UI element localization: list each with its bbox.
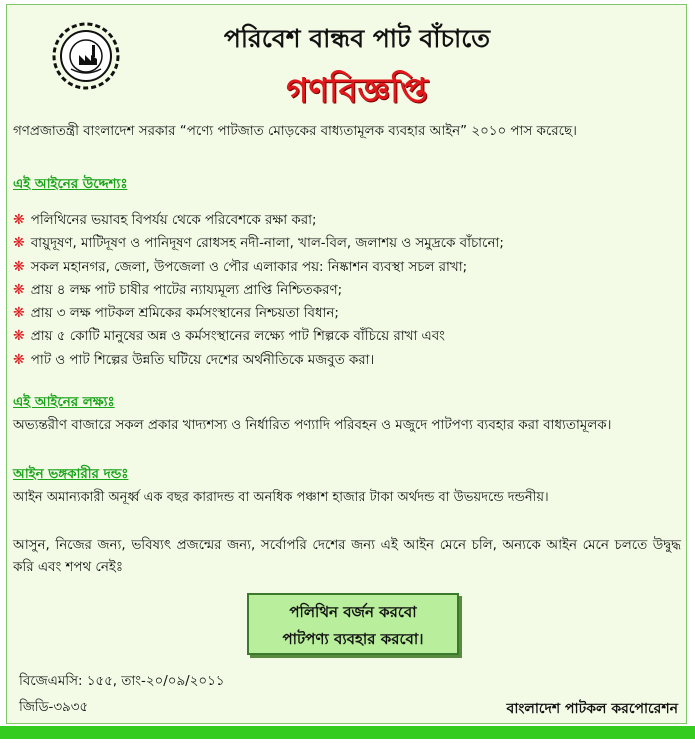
flower-bullet-icon: ❋ <box>13 258 25 275</box>
list-item: ❋ বায়ুদূষণ, মাটিদূষণ ও পানিদূষণ রোধসহ নদী-নালা, খাল-বিল, জলাশয় ও সমুদ্রকে বাঁচানো; <box>13 235 504 252</box>
flower-bullet-icon: ❋ <box>13 351 25 368</box>
intro-paragraph: গণপ্রজাতন্ত্রী বাংলাদেশ সরকার “পণ্যে পাটজাত মোড়কের বাধ্যতামূলক ব্যবহার আইন” ২০১০ পাস করেছে। <box>13 124 577 139</box>
bottom-green-bar <box>0 726 695 739</box>
reference-number: বিজেএমসি: ১৫৫, তাং-২০/০৯/২০১১ <box>19 674 225 689</box>
appeal-paragraph: আসুন, নিজের জন্য, ভবিষ্যৎ প্রজন্মের জন্য, সর্বোপরি দেশের জন্য এই আইন মেনে চলি, অন্যকে আইন মেনে চলতে উদ্বুদ্ধ করি এবং শপথ নেইঃ <box>13 538 681 575</box>
target-heading: এই আইনের লক্ষ্যঃ <box>13 395 115 410</box>
flower-bullet-icon: ❋ <box>13 305 25 322</box>
list-item: ❋ প্রায় ৫ কোটি মানুষের অন্ন ও কর্মসংস্থানের লক্ষ্যে পাট শিল্পকে বাঁচিয়ে রাখা এবং <box>13 328 445 345</box>
penalty-paragraph: আইন অমান্যকারী অনূর্ধ্ব এক বছর কারাদন্ড বা অনধিক পঞ্চাশ হাজার টাকা অর্থদন্ড বা উভয়দন্ডে দন্ডনীয়। <box>13 490 549 505</box>
slogan-box <box>247 593 459 655</box>
list-item: ❋ সকল মহানগর, জেলা, উপজেলা ও পৌর এলাকার পয়: নিষ্কাশন ব্যবস্থা সচল রাখা; <box>13 258 468 275</box>
slogan-line-2: পাটপণ্য ব্যবহার করবো। <box>282 630 424 648</box>
notice-subtitle: গণবিজ্ঞপ্তি <box>286 71 428 111</box>
objectives-list <box>13 209 683 372</box>
gd-number: জিডি-৩৯৩৫ <box>19 700 89 715</box>
flower-bullet-icon: ❋ <box>13 212 25 228</box>
list-item: ❋ পাট ও পাট শিল্পের উন্নতি ঘটিয়ে দেশের অর্থনীতিকে মজবুত করা। <box>13 351 375 368</box>
list-item: ❋ প্রায় ৪ লক্ষ পাট চাষীর পাটের ন্যায্যমূল্য প্রাপ্তি নিশ্চিতকরণ; <box>13 281 343 298</box>
bjmc-gear-logo-icon <box>51 21 121 91</box>
notice-panel <box>6 4 687 724</box>
organization-name: বাংলাদেশ পাটকল করপোরেশন <box>506 701 678 717</box>
list-item: ❋ প্রায় ৩ লক্ষ পাটকল শ্রমিকের কর্মসংস্থানের নিশ্চয়তা বিধান; <box>13 305 339 322</box>
penalty-heading: আইন ভঙ্গকারীর দন্ডঃ <box>13 467 129 482</box>
flower-bullet-icon: ❋ <box>13 235 25 252</box>
flower-bullet-icon: ❋ <box>13 328 25 345</box>
flower-bullet-icon: ❋ <box>13 281 25 298</box>
list-item: ❋ পলিথিনের ভয়াবহ বিপর্যয় থেকে পরিবেশকে রক্ষা করা; <box>13 212 317 228</box>
notice-title: পরিবেশ বান্ধব পাট বাঁচাতে <box>223 24 491 53</box>
target-paragraph: অভ্যন্তরীণ বাজারে সকল প্রকার খাদ্যশস্য ও নির্ধারিত পণ্যাদি পরিবহন ও মজুদে পাটপণ্য ব্যবহার করা বাধ্যতামূলক। <box>13 418 612 433</box>
slogan-line-1: পলিথিন বর্জন করবো <box>289 603 417 621</box>
objectives-heading: এই আইনের উদ্দেশ্যঃ <box>13 177 128 192</box>
